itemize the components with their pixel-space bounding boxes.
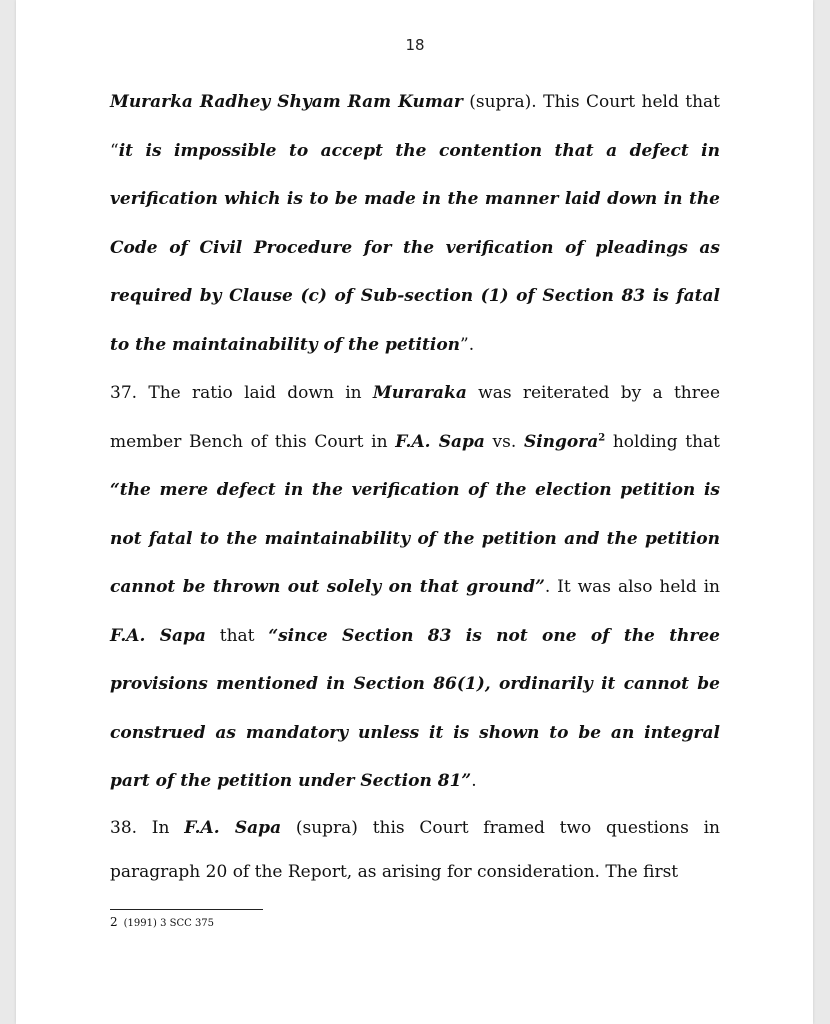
footnote-citation: (1991) 3 SCC 375 [123,918,215,929]
case-name-singora: Singora [523,431,599,452]
text-span: . It was also held in [544,577,720,597]
text-span: was reiterated by a three member Bench of this Court in [110,383,720,452]
case-name-fa-sapa: F.A. Sapa [395,431,485,452]
text-span: In [137,817,185,838]
paragraph-38 [110,806,720,894]
text-span: The ratio laid down in [137,383,373,403]
text-span: vs. [484,431,524,452]
text-span: holding that [605,431,720,452]
paragraph-number: 37. [110,383,138,403]
case-name-murarka: Murarka Radhey Shyam Ram Kumar [110,92,463,112]
paragraph-intro [110,78,720,369]
text-span: ”. [460,334,475,355]
judgment-text [110,78,720,894]
text-span: . [471,771,477,791]
page-number: 18 [405,36,425,54]
text-span: that [205,625,269,646]
text-span: (supra). This Court held that “ [110,92,720,161]
quoted-holding: it is impossible to accept the contention that a defect in verification which is to be made in the manner laid down in the Code of Civil Procedure for the verification of pleadings as required by Clause (c) of Sub-section (1) of Section 83 is fatal to the maintainability of the petition [110,140,720,355]
quoted-holding: “since Section 83 is not one of the three provisions mentioned in Section 86(1), ordinarily it cannot be construed as mandatory unless it is shown to be an integral part of the petition under Section 81” [110,625,720,791]
case-name-muraraka: Muraraka [372,383,467,403]
footnote-reference[interactable]: 2 [598,431,606,443]
text-span: (supra) this Court framed two questions in paragraph 20 of the Report, as arising for consideration. The first [110,817,720,882]
paragraph-37 [110,369,720,806]
paragraph-number: 38. [110,817,138,838]
footnote [110,915,214,929]
quoted-holding: “the mere defect in the verification of the election petition is not fatal to the maintainability of the petition and the petition cannot be thrown out solely on that ground” [110,480,720,597]
footnote-number: 2 [110,915,118,929]
footnote-divider [110,909,263,910]
case-name-fa-sapa: F.A. Sapa [184,817,282,838]
case-name-fa-sapa: F.A. Sapa [110,625,206,646]
